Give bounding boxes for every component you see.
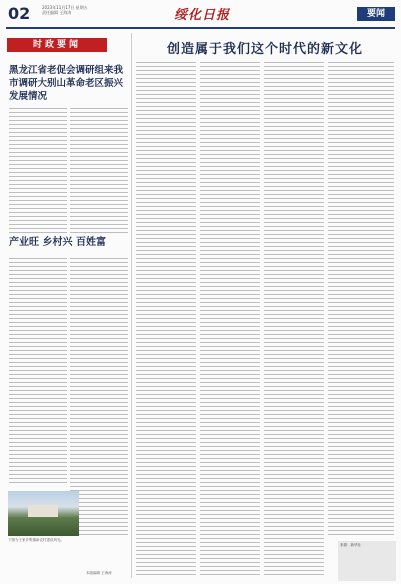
main-article-title: 创造属于我们这个时代的新文化 [166, 42, 363, 57]
body-text-block [200, 62, 260, 577]
newspaper-name: 绥化日报 [174, 8, 231, 23]
issue-meta [42, 5, 88, 15]
photo-caption: 下图为王家乡集镇新农村建设风光。 [8, 538, 64, 542]
body-text-block [9, 108, 67, 234]
page-editor: 本版编辑 王海涛 [86, 571, 112, 575]
body-text-block [70, 108, 128, 234]
page-number: 02 [8, 4, 31, 23]
header-rule [6, 27, 395, 29]
body-text-block [264, 62, 324, 577]
section-label: 要闻 [357, 7, 395, 21]
left-headline-1: 黑龙江省老促会调研组来我市调研大别山革命老区振兴发展情况 [9, 65, 124, 102]
body-text-block [9, 258, 67, 486]
issue-date: 2023年11月17日 星期五 [42, 5, 88, 10]
article-photo [8, 491, 79, 536]
body-text-block [136, 62, 196, 577]
info-box-text: 来源：新华社 [340, 543, 361, 547]
body-text-block [328, 62, 394, 537]
left-headline-2: 产业旺 乡村兴 百姓富 [9, 237, 106, 248]
section-ribbon: 时政要闻 [7, 38, 107, 52]
issue-editor: 责任编辑 王海涛 [42, 10, 72, 15]
column-divider [131, 33, 132, 578]
page-header [0, 0, 401, 30]
